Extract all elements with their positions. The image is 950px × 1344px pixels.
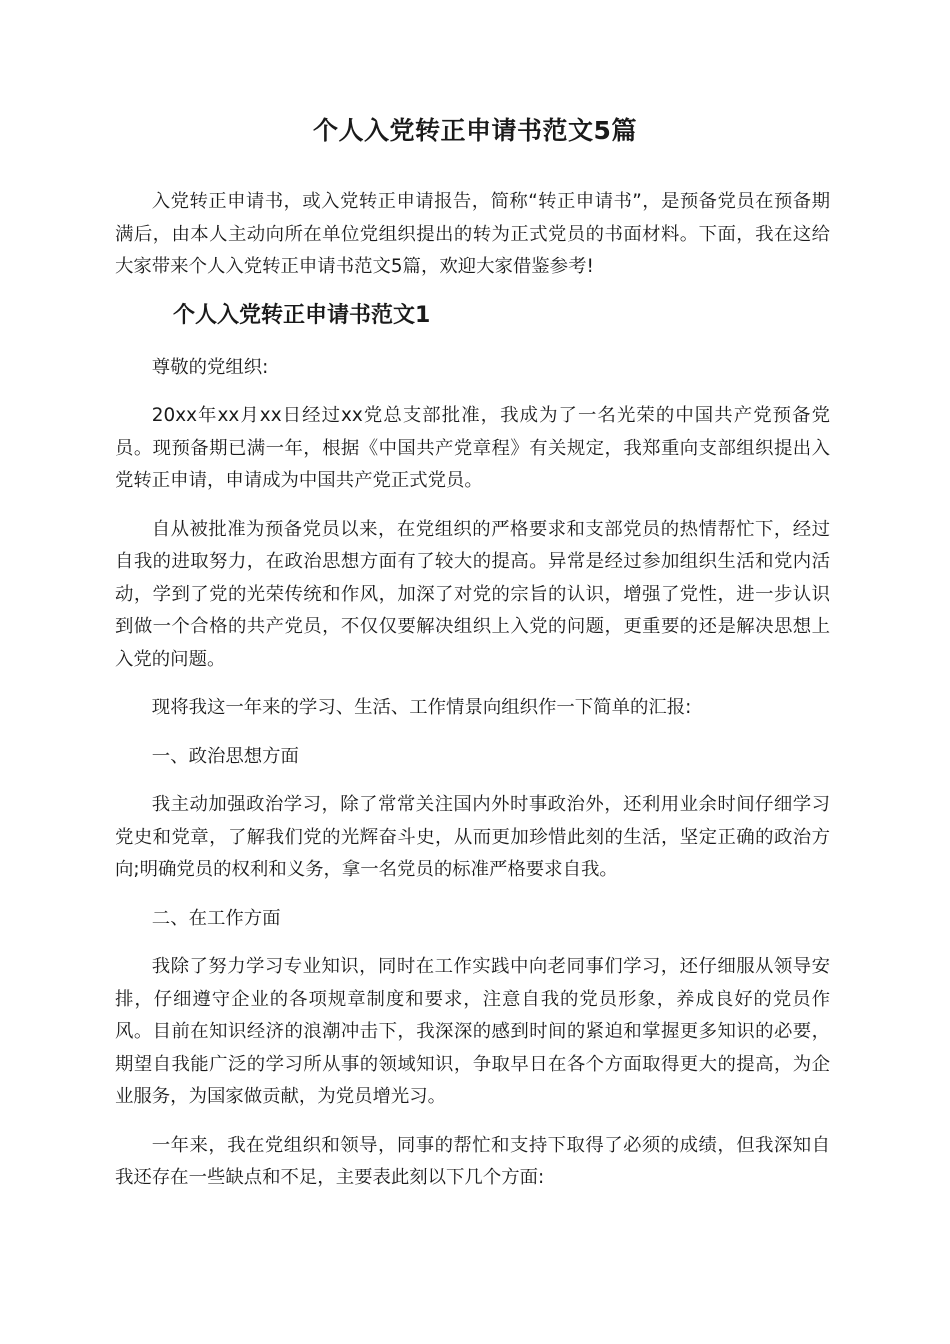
subsection-heading-politics: 一、政治思想方面 (151, 745, 299, 767)
body-paragraph: 20xx年xx月xx日经过xx党总支部批准，我成为了一名光荣的中国共产党预备党员。现预备期已满一年，根据《中国共产党章程》有关规定，我郑重向支部组织提出入党转正申请，申请成为中国共产党正式党员。 (115, 405, 830, 491)
section-heading: 个人入党转正申请书范文1 (173, 302, 431, 328)
document-title: 个人入党转正申请书范文5篇 (313, 116, 637, 145)
salutation-paragraph: 尊敬的党组织: (151, 356, 269, 378)
intro-paragraph: 入党转正申请书，或入党转正申请报告，简称“转正申请书”，是预备党员在预备期满后，由本人主动向所在单位党组织提出的转为正式党员的书面材料。下面，我在这给大家带来个人入党转正申请书范文5篇，欢迎大家借鉴参考! (115, 191, 830, 277)
body-paragraph: 我除了努力学习专业知识，同时在工作实践中向老同事们学习，还仔细服从领导安排，仔细遵守企业的各项规章制度和要求，注意自我的党员形象，养成良好的党员作风。目前在知识经济的浪潮冲击下，我深深的感到时间的紧迫和掌握更多知识的必要，期望自我能广泛的学习所从事的领域知识，争取早日在各个方面取得更大的提高，为企业服务，为国家做贡献，为党员增光习。 (115, 956, 830, 1107)
subsection-heading-work: 二、在工作方面 (151, 907, 281, 929)
body-paragraph: 现将我这一年来的学习、生活、工作情景向组织作一下简单的汇报: (151, 697, 692, 718)
body-paragraph: 自从被批准为预备党员以来，在党组织的严格要求和支部党员的热情帮忙下，经过自我的进取努力，在政治思想方面有了较大的提高。异常是经过参加组织生活和党内活动，学到了党的光荣传统和作风，加深了对党的宗旨的认识，增强了党性，进一步认识到做一个合格的共产党员，不仅仅要解决组织上入党的问题，更重要的还是解决思想上入党的问题。 (115, 518, 830, 670)
document-body (115, 186, 830, 1211)
body-paragraph: 我主动加强政治学习，除了常常关注国内外时事政治外，还利用业余时间仔细学习党史和党章，了解我们党的光辉奋斗史，从而更加珍惜此刻的生活，坚定正确的政治方向;明确党员的权利和义务，拿一名党员的标准严格要求自我。 (115, 794, 830, 880)
body-paragraph: 一年来，我在党组织和领导，同事的帮忙和支持下取得了必须的成绩，但我深知自我还存在一些缺点和不足，主要表此刻以下几个方面: (115, 1134, 830, 1188)
